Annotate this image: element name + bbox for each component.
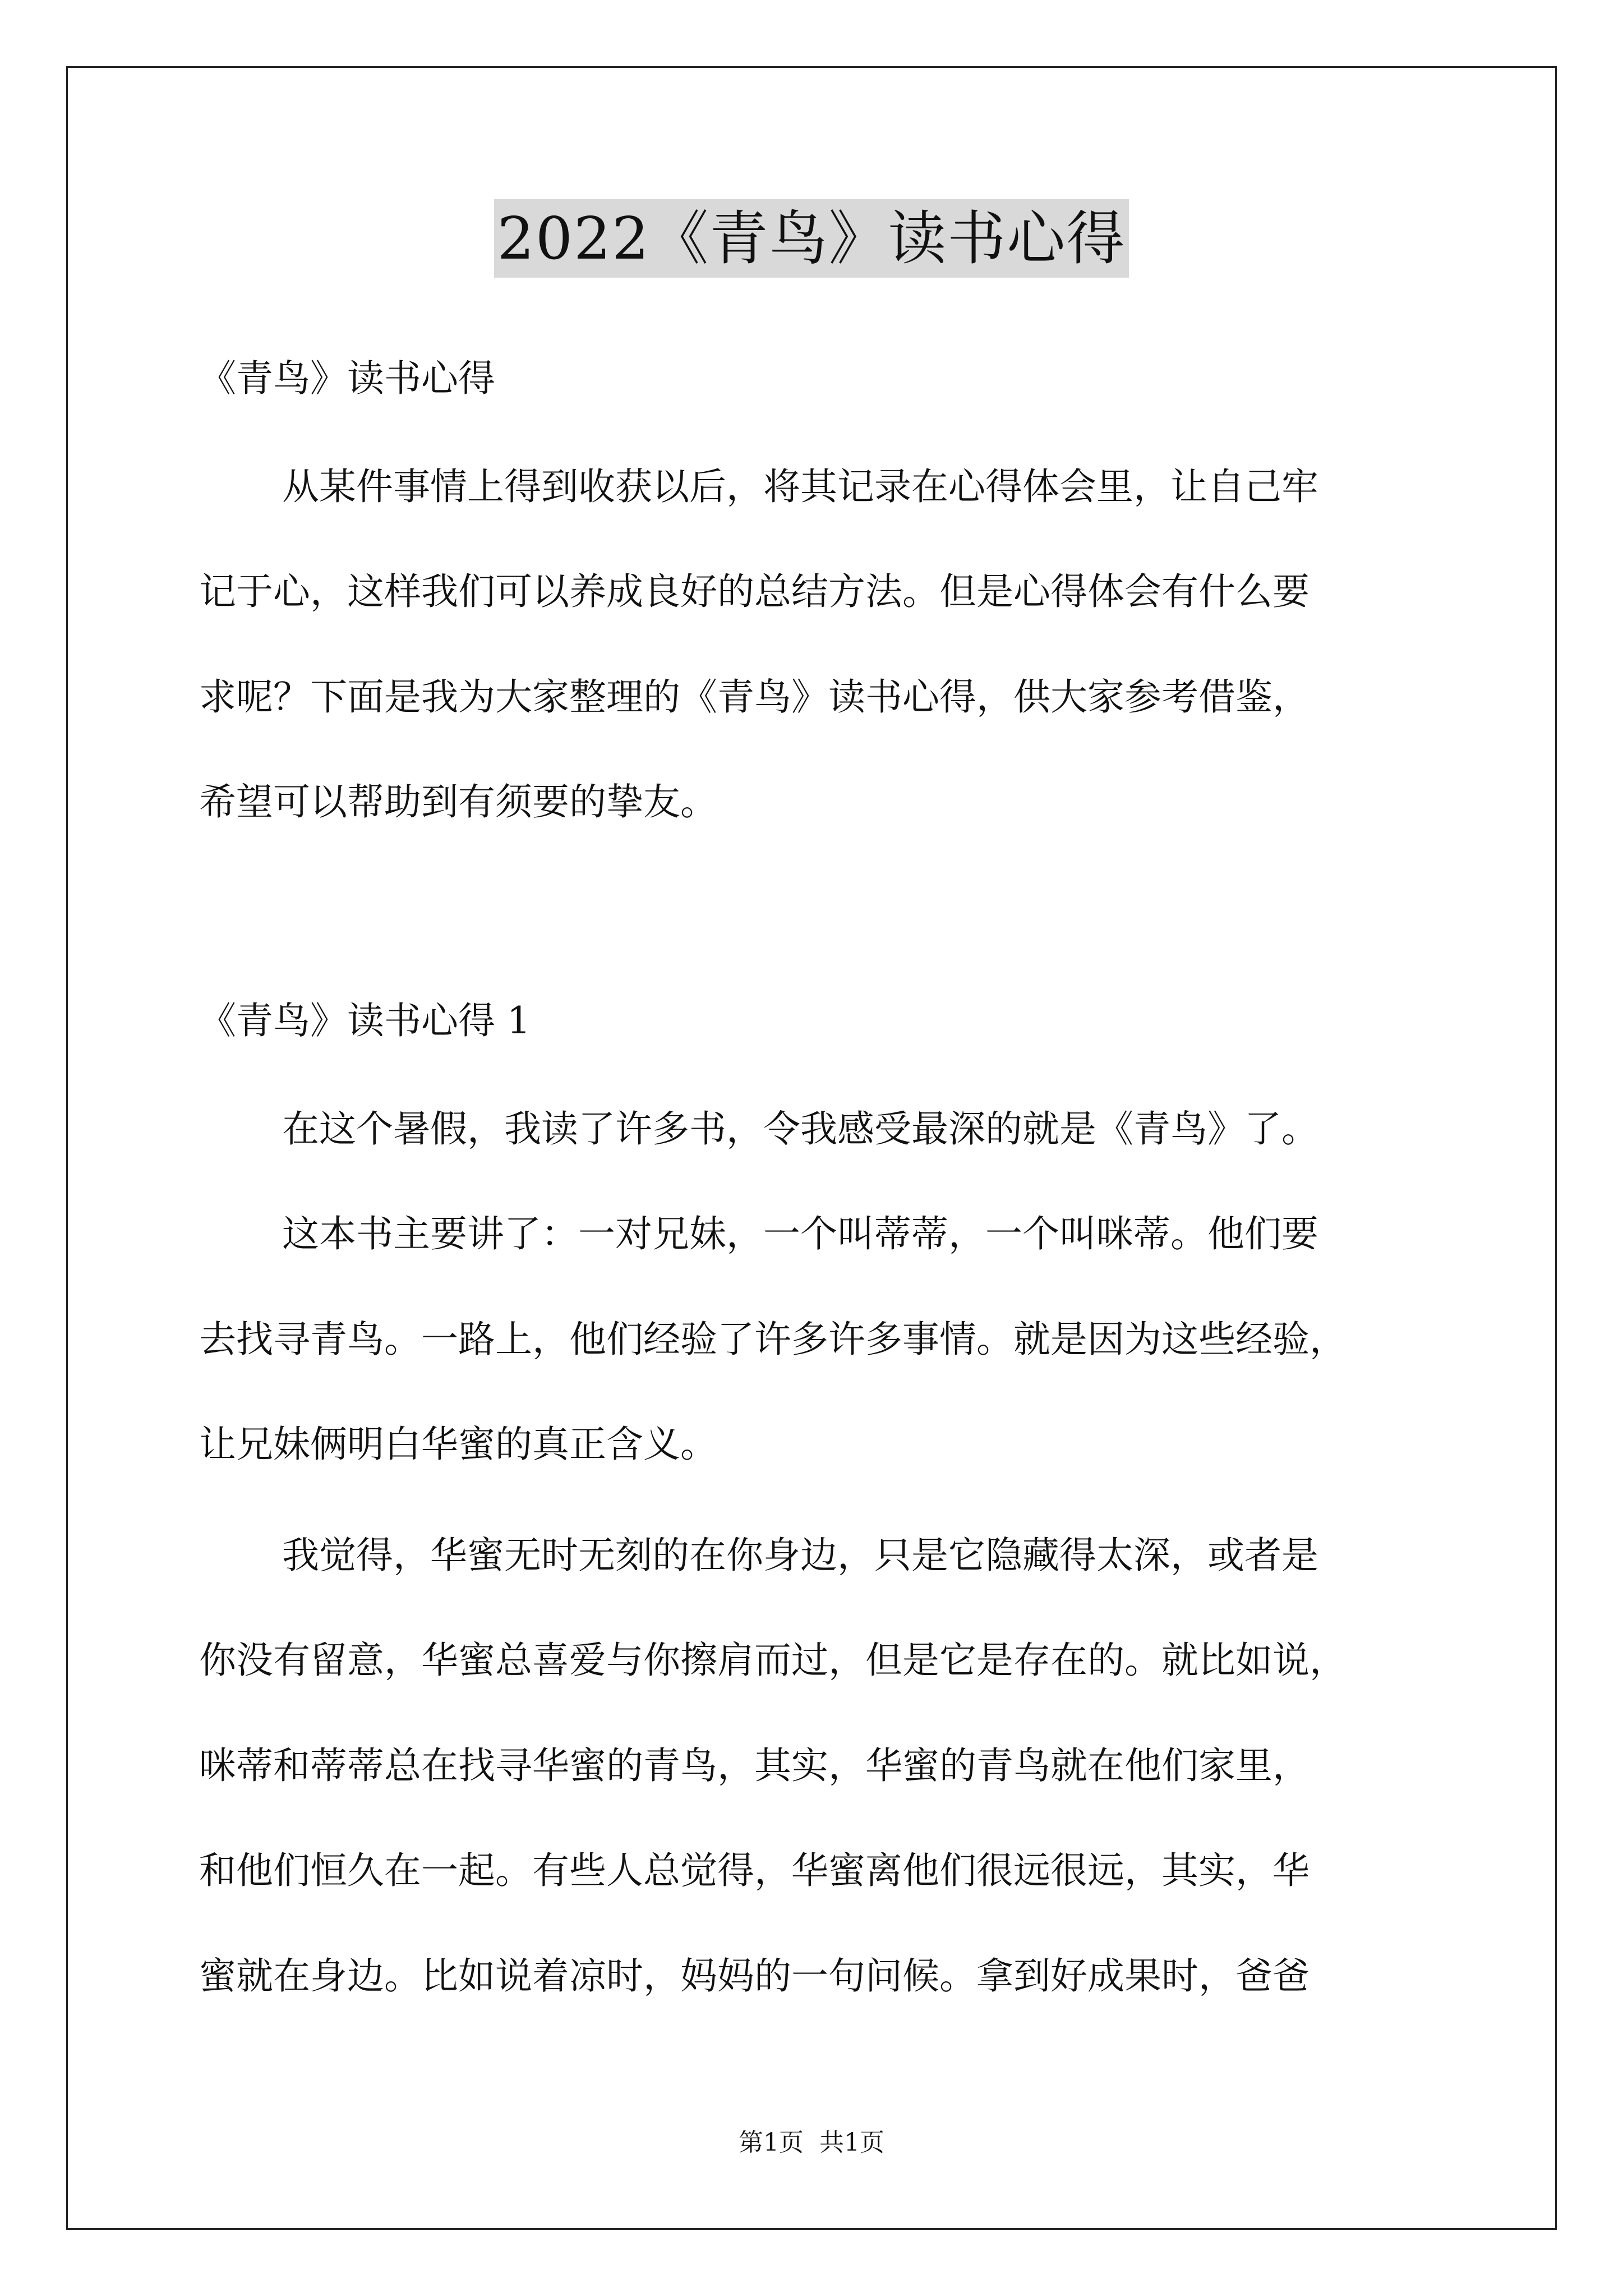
- section-heading-main: 《青鸟》读书心得: [199, 357, 495, 400]
- page-total: 共1页: [819, 2128, 884, 2157]
- page-number: 第1页: [739, 2128, 804, 2157]
- intro-line: 求呢？下面是我为大家整理的《青鸟》读书心得，供大家参考借鉴，: [199, 675, 1310, 719]
- title-container: [0, 199, 1623, 278]
- intro-line: 从某件事情上得到收获以后，将其记录在心得体会里，让自己牢: [282, 465, 1318, 508]
- body-line: 这本书主要讲了：一对兄妹，一个叫蒂蒂，一个叫咪蒂。他们要: [282, 1212, 1318, 1255]
- body-line: 我觉得，华蜜无时无刻的在你身边，只是它隐藏得太深，或者是: [282, 1534, 1318, 1577]
- intro-line: 希望可以帮助到有须要的挚友。: [199, 780, 717, 823]
- body-line: 你没有留意，华蜜总喜爱与你擦肩而过，但是它是存在的。就比如说，: [199, 1639, 1347, 1682]
- page-footer: [0, 2126, 1623, 2160]
- section-heading-1: 《青鸟》读书心得 1: [199, 999, 531, 1042]
- body-line: 去找寻青鸟。一路上，他们经验了许多许多事情。就是因为这些经验，: [199, 1318, 1347, 1361]
- body-line: 让兄妹俩明白华蜜的真正含义。: [199, 1423, 717, 1466]
- body-line: 咪蒂和蒂蒂总在找寻华蜜的青鸟，其实，华蜜的青鸟就在他们家里，: [199, 1744, 1310, 1787]
- intro-line: 记于心，这样我们可以养成良好的总结方法。但是心得体会有什么要: [199, 570, 1310, 613]
- body-line: 在这个暑假，我读了许多书，令我感受最深的就是《青鸟》了。: [282, 1107, 1318, 1151]
- body-line: 和他们恒久在一起。有些人总觉得，华蜜离他们很远很远，其实，华: [199, 1849, 1310, 1892]
- body-line: 蜜就在身边。比如说着凉时，妈妈的一句问候。拿到好成果时，爸爸: [199, 1954, 1310, 1998]
- document-title: 2022《青鸟》读书心得: [494, 199, 1129, 278]
